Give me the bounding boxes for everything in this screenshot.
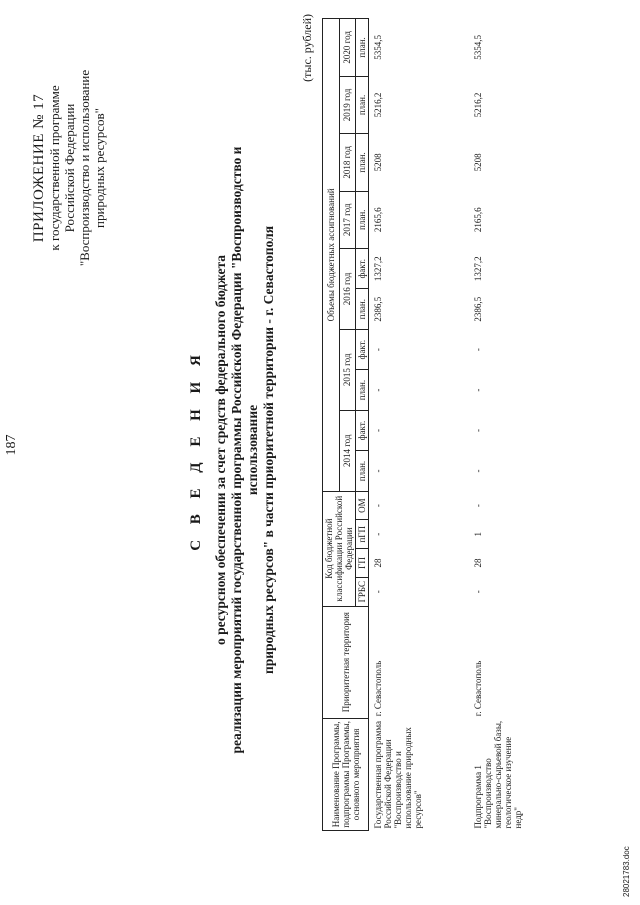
row-code: - xyxy=(373,532,383,536)
table-row xyxy=(369,19,470,831)
plan-header: план. xyxy=(356,370,369,410)
row-value: 5208 xyxy=(473,153,483,172)
year-header: 2017 год xyxy=(339,191,356,248)
plan-header: план. xyxy=(356,76,369,133)
appendix-line: к государственной программе xyxy=(47,85,62,251)
row-code: 28 xyxy=(373,558,383,568)
appendix-line: природных ресурсов" xyxy=(92,108,107,229)
year-header: 2020 год xyxy=(339,19,356,77)
table-row xyxy=(469,19,569,831)
plan-header: план. xyxy=(356,451,369,491)
year-header: 2019 год xyxy=(339,76,356,133)
year-header: 2018 год xyxy=(339,134,356,191)
page-number: 187 xyxy=(4,434,19,456)
row-code: - xyxy=(373,590,383,594)
row-name: Подпрограмма 1 "Воспроизводство минерально-сырьевой базы, геологическое изучение недр" xyxy=(473,720,523,829)
year-header: 2016 год xyxy=(339,249,356,330)
code-col-header: ГРБС xyxy=(356,577,369,606)
units-label: (тыс. рублей) xyxy=(300,14,314,82)
row-territory: г. Севастополь xyxy=(373,660,383,717)
document-heading xyxy=(188,115,277,785)
row-value: 5216,2 xyxy=(473,92,483,118)
row-value: - xyxy=(373,429,383,433)
row-value: 2165,6 xyxy=(373,207,383,233)
row-value: 5354,5 xyxy=(373,35,383,60)
file-name: 28021783.doc xyxy=(622,846,631,897)
row-value: - xyxy=(373,469,383,473)
row-value: 5208 xyxy=(373,153,383,172)
row-value: 2165,6 xyxy=(473,207,483,233)
appendix-line: "Воспроизводство и использование xyxy=(77,69,92,267)
row-value: - xyxy=(473,429,483,433)
plan-header: план. xyxy=(356,134,369,191)
year-header: 2014 год xyxy=(339,410,356,491)
row-value: - xyxy=(473,348,483,352)
header-volumes: Объемы бюджетных ассигнований xyxy=(323,19,340,492)
row-code: - xyxy=(473,504,483,508)
row-code: - xyxy=(373,504,383,508)
year-header: 2015 год xyxy=(339,329,356,410)
header-territory: Приоритетная территория xyxy=(323,606,369,718)
header-name: Наименование Программы, подпрограммы Программы, основного мероприятия xyxy=(323,718,369,830)
fact-header: факт. xyxy=(356,249,369,289)
code-col-header: ОМ xyxy=(356,491,369,520)
budget-table xyxy=(322,18,569,831)
header-row xyxy=(323,19,340,831)
heading-line: природных ресурсов" в части приоритетной территории - г. Севастополя xyxy=(261,226,276,675)
heading-line: о ресурсном обеспечении за счет средств федерального бюджета xyxy=(213,254,228,646)
row-value: 5216,2 xyxy=(373,92,383,118)
heading-title: С В Е Д Е Н И Я xyxy=(188,349,204,551)
fact-header: факт. xyxy=(356,410,369,450)
row-value: 1327,2 xyxy=(473,256,483,282)
code-col-header: ГП xyxy=(356,549,369,578)
row-value: 1327,2 xyxy=(373,256,383,282)
heading-line: реализации мероприятий государственной программы Российской Федерации "Воспроизводство и использование xyxy=(229,146,260,754)
row-value: 2386,5 xyxy=(373,296,383,322)
row-value: - xyxy=(373,388,383,392)
row-value: - xyxy=(373,348,383,352)
code-col-header: пГП xyxy=(356,520,369,549)
row-code: 1 xyxy=(473,532,483,537)
appendix-block xyxy=(32,18,107,318)
header-code: Код бюджетной классификации Российской Федерации xyxy=(323,491,356,606)
row-value: 2386,5 xyxy=(473,296,483,322)
appendix-title: ПРИЛОЖЕНИЕ № 17 xyxy=(31,93,47,243)
appendix-line: Российской Федерации xyxy=(62,103,77,233)
row-code: - xyxy=(473,590,483,594)
plan-header: план. xyxy=(356,191,369,248)
row-value: 5354,5 xyxy=(473,35,483,60)
fact-header: факт. xyxy=(356,329,369,369)
row-code: 28 xyxy=(473,558,483,568)
row-territory: г. Севастополь xyxy=(473,660,483,717)
row-name: Государственная программа Российской Федерации "Воспроизводство и использование природных ресурсов" xyxy=(373,721,423,829)
row-value: - xyxy=(473,388,483,392)
plan-header: план. xyxy=(356,19,369,77)
row-value: - xyxy=(473,469,483,473)
plan-header: план. xyxy=(356,289,369,329)
